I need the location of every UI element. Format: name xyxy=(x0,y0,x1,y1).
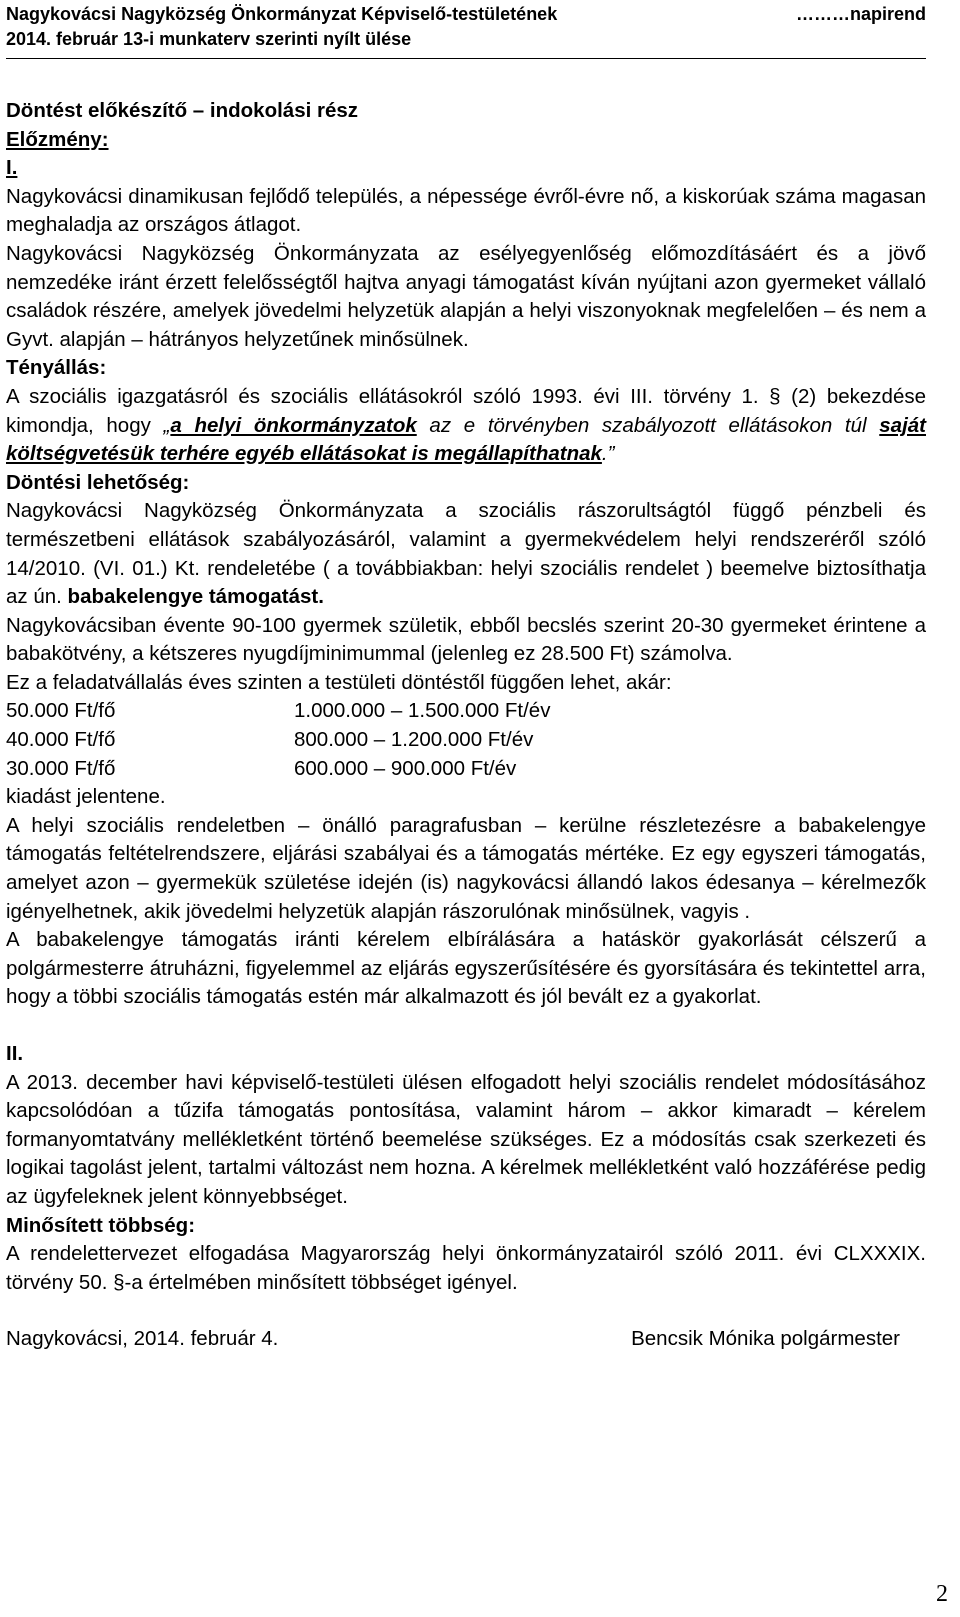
dontesi-label: Döntési lehetőség: xyxy=(6,470,190,494)
amount-total: 1.000.000 – 1.500.000 Ft/év xyxy=(294,699,551,723)
tenyallas-label: Tényállás: xyxy=(6,356,107,380)
amount-row xyxy=(6,755,926,784)
header-subtitle: 2014. február 13-i munkaterv szerinti nyílt ülése xyxy=(6,29,412,49)
paragraph-annual-cost: Ez a feladatvállalás éves szinten a testületi döntéstől függően lehet, akár: xyxy=(6,670,672,694)
minositett-label: Minősített többség: xyxy=(6,1213,196,1237)
paragraph-decision xyxy=(6,497,926,611)
signature-block xyxy=(6,1325,926,1354)
law-quote-open: „ xyxy=(163,413,171,437)
paragraph-law-quote xyxy=(6,383,926,469)
law-quote-middle: az e törvényben szabályozott ellátásokon túl xyxy=(416,413,880,437)
paragraph-delegation: A babakelengye támogatás iránti kérelem elbírálására a hatáskör gyakorlását célszerű a polgármesterre átruházni, figyelemmel az eljárás egyszerűsítésére és gyorsítására és tekintettel arra, hogy a többi szociális támogatás estén már alkalmazott és jól bevált ez a gyakorlat. xyxy=(6,928,926,1009)
paragraph-majority: A rendelettervezet elfogadása Magyarország helyi önkormányzatairól szóló 2011. évi CLXXXIX. törvény 50. §-a értelmében minősített többséget igényel. xyxy=(6,1242,926,1294)
header-agenda-number: ………napirend xyxy=(795,4,926,24)
place-date: Nagykovácsi, 2014. február 4. xyxy=(6,1327,279,1351)
amount-per-person: 40.000 Ft/fő xyxy=(6,728,116,752)
amount-per-person: 50.000 Ft/fő xyxy=(6,699,116,723)
law-quote-emphasis-2: saját költségvetésük terhére egyéb ellátásokat is megállapíthatnak xyxy=(6,413,926,466)
document-page xyxy=(6,2,926,1354)
decision-text: Nagykovácsi Nagyközség Önkormányzata a szociális rászorultságtól függő pénzbeli és természetbeni ellátások szabályozásáról, valamint a gyermekvédelem helyi rendszeréről szóló 14/2010. (VI. 01.) Kt. rendeletébe ( a továbbiakban: helyi szociális rendelet ) beemelve biztosíthatja az ún. xyxy=(6,499,926,609)
page-header xyxy=(6,2,926,59)
header-title: Nagykovácsi Nagyközség Önkormányzat Képviselő-testületének xyxy=(6,4,558,24)
page-number: 2 xyxy=(936,1581,948,1607)
document-body xyxy=(6,97,926,1354)
amount-total: 800.000 – 1.200.000 Ft/év xyxy=(294,728,534,752)
decision-emphasis: babakelengye támogatást. xyxy=(67,585,324,609)
law-quote-close: .” xyxy=(601,442,615,466)
amount-row xyxy=(6,697,926,726)
section-title: Döntést előkészítő – indokolási rész xyxy=(6,99,359,122)
part-one-number: I. xyxy=(6,156,18,180)
paragraph-aid-intent: Nagykovácsi Nagyközség Önkormányzata az esélyegyenlőség előmozdításáért és a jövő nemzedéke iránt érzett felelősségtől hajtva anyagi támogatást kíván nyújtani azon gyermeket vállaló családok részére, amelyek jövedelmi helyzetük alapján a helyi viszonyoknak megfelelően – és nem a Gyvt. alapján – hátrányos helyzetűnek minősülnek. xyxy=(6,241,926,351)
amount-total: 600.000 – 900.000 Ft/év xyxy=(294,756,517,780)
amount-table xyxy=(6,697,926,783)
amount-per-person: 30.000 Ft/fő xyxy=(6,756,116,780)
part-two-number: II. xyxy=(6,1042,24,1065)
paragraph-population: Nagykovácsi dinamikusan fejlődő település, a népessége évről-évre nő, a kiskorúak száma magasan meghaladja az országos átlagot. xyxy=(6,184,926,237)
law-quote-emphasis-1: a helyi önkormányzatok xyxy=(170,413,417,437)
law-quote-text: A szociális igazgatásról és szociális ellátásokról szóló 1993. évi III. törvény 1. § (2) bekezdése kimondja, hogy xyxy=(6,384,926,437)
paragraph-amendment: A 2013. december havi képviselő-testületi ülésen elfogadott helyi szociális rendelet módosításához kapcsolódóan a tűzifa támogatás pontosítása, valamint három – akkor kimaradt – kérelem formanyomtatvány mellékletként történő beemelése szükséges. Ez a módosítás csak szerkezeti és logikai tagolást jelent, tartalmi változást nem hozna. A kérelmek mellékletként való hozzáférése pedig az ügyfeleknek jelent könnyebbséget. xyxy=(6,1070,926,1208)
paragraph-regulation: A helyi szociális rendeletben – önálló paragrafusban – kerülne részletezésre a babakelengye támogatás feltételrendszere, eljárási szabályai és a támogatás mértéke. Ez egy egyszeri támogatás, amelyet azon – gyermekük születése idején (is) nagykovácsi állandó lakos édesanya – kérelmezők igényelhetnek, akik jövedelmi helyzetük alapján rászorulónak minősülnek, vagyis . xyxy=(6,813,926,923)
amount-row xyxy=(6,726,926,755)
paragraph-births: Nagykovácsiban évente 90-100 gyermek születik, ebből becslés szerint 20-30 gyermeket érintene a babakötvény, a kétszeres nyugdíjminimummal (jelenleg ez 28.500 Ft) számolva. xyxy=(6,613,926,666)
elozmeny-label: Előzmény: xyxy=(6,127,109,151)
paragraph-expense: kiadást jelentene. xyxy=(6,785,166,809)
signer-name: Bencsik Mónika polgármester xyxy=(631,1327,900,1351)
